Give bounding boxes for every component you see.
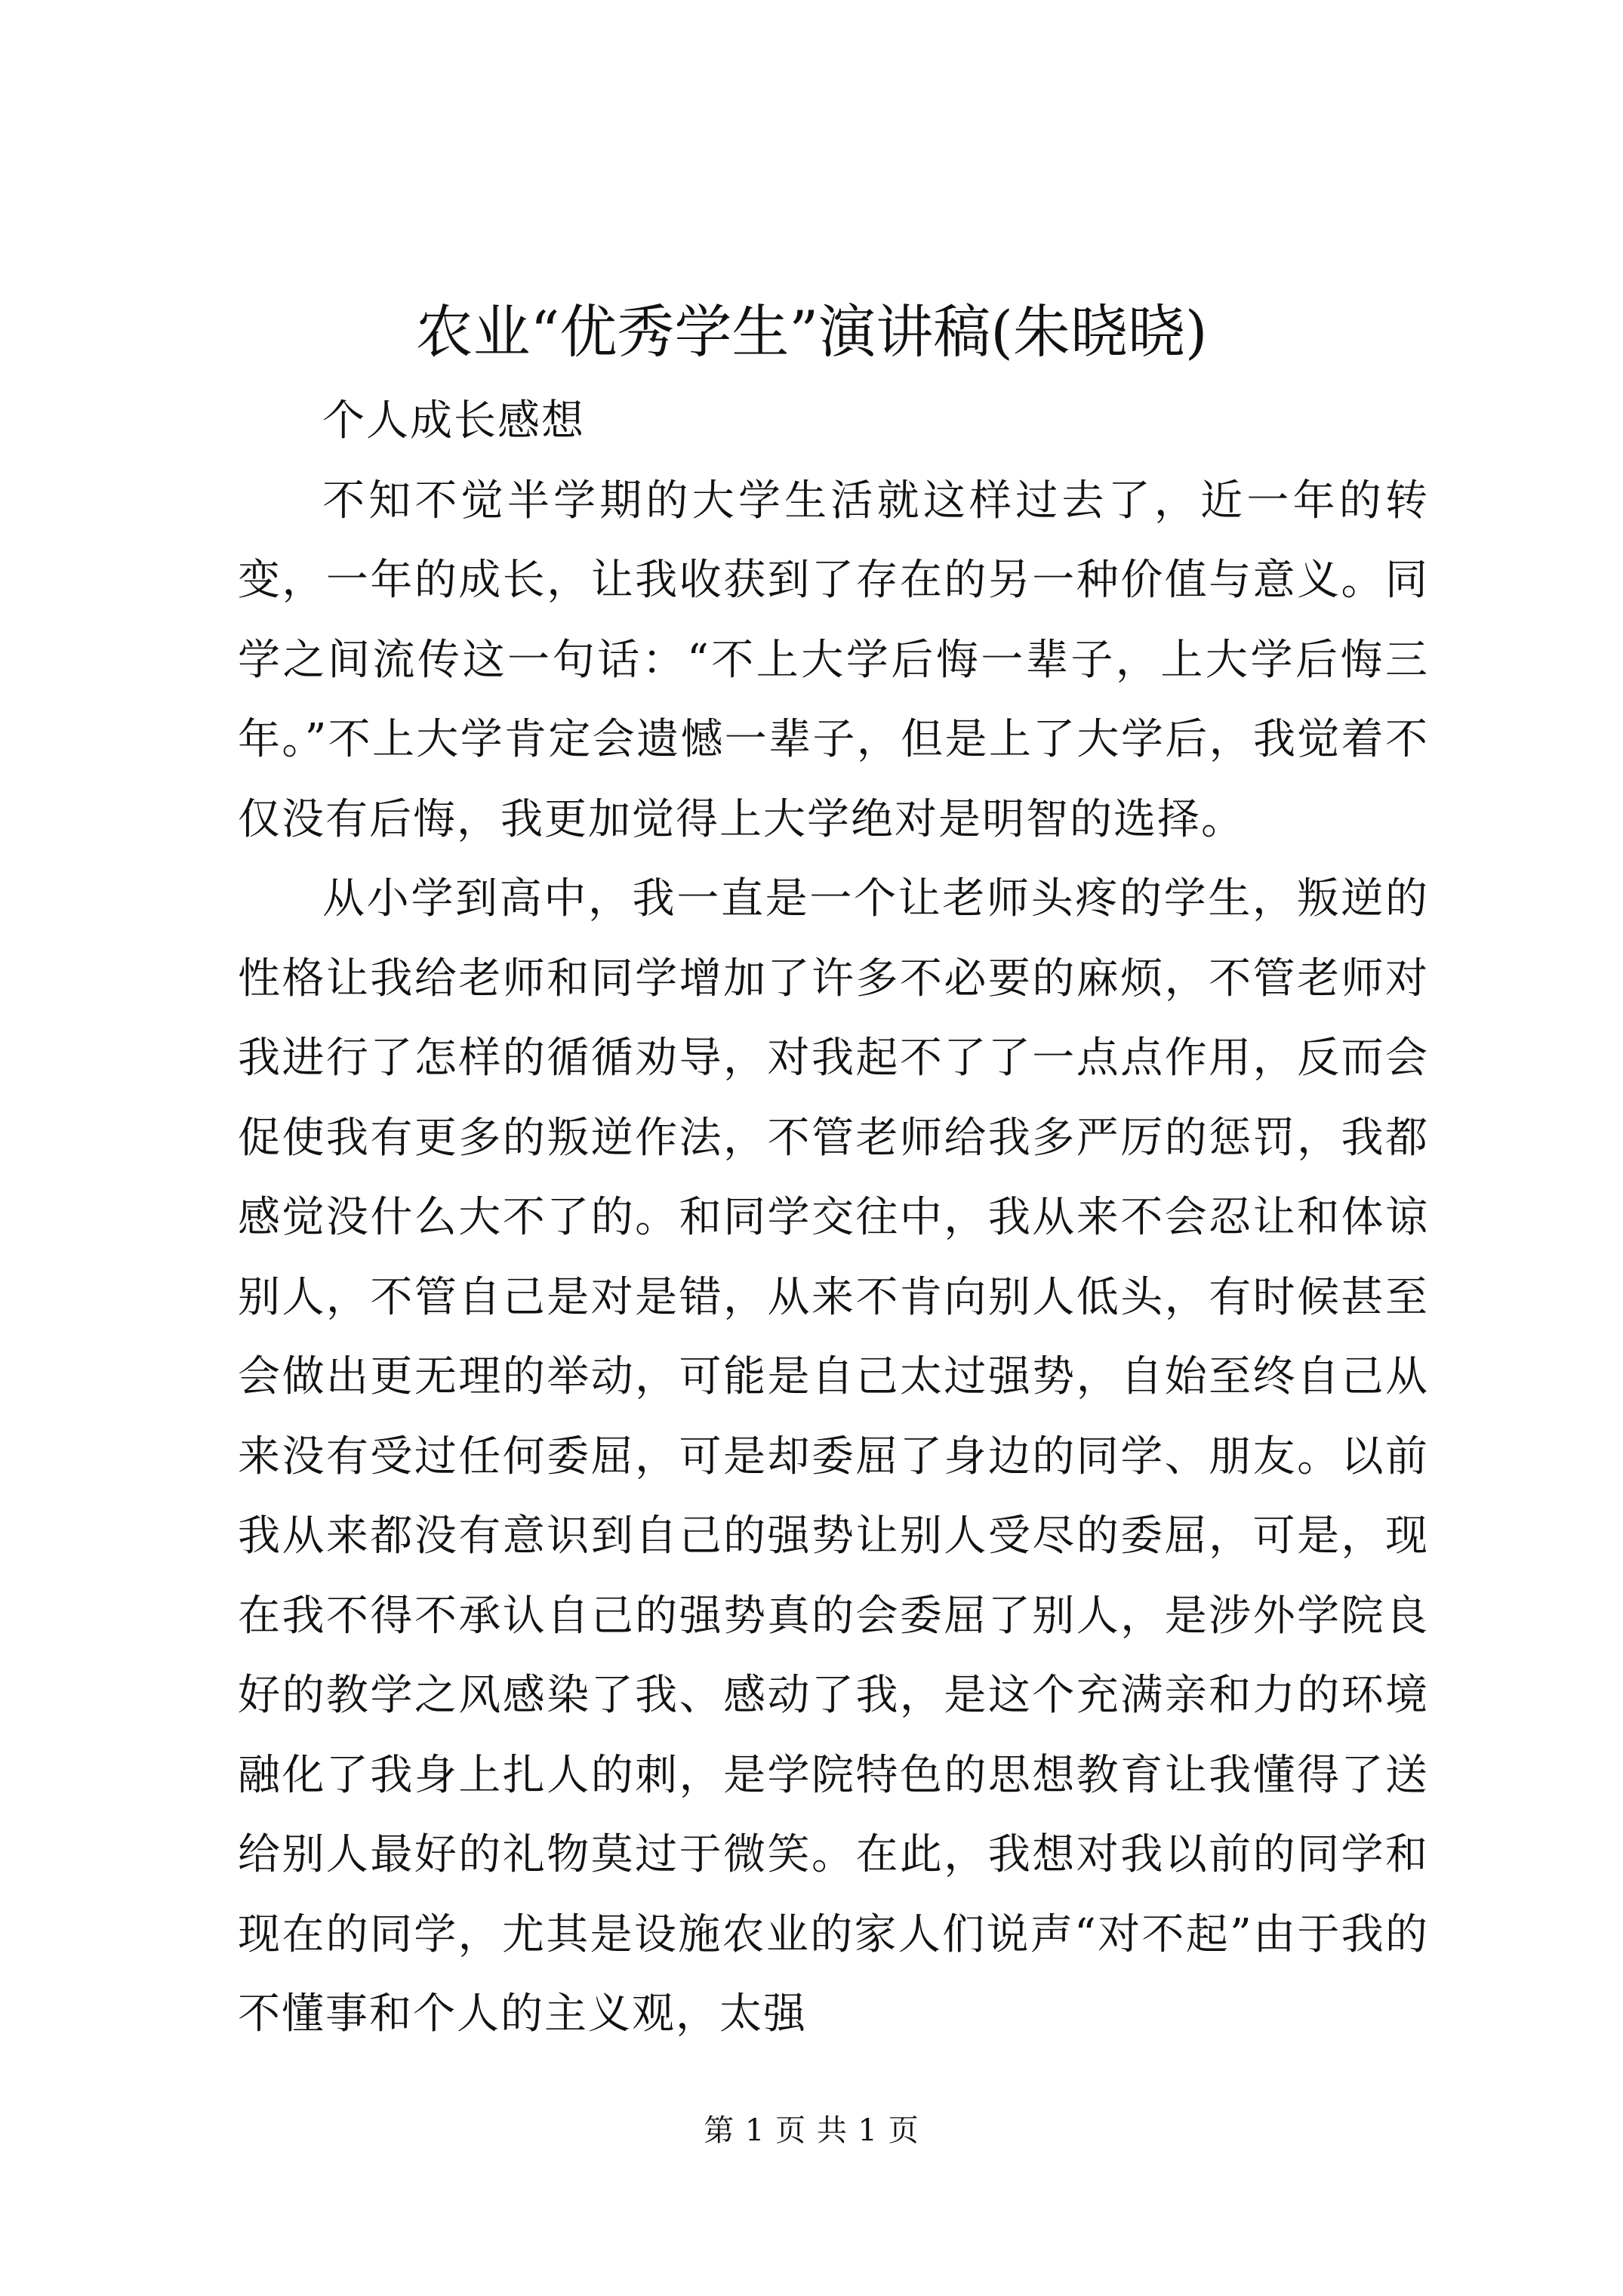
paragraph-1: 不知不觉半学期的大学生活就这样过去了，近一年的转变，一年的成长，让我收获到了存在的另一种价值与意义。同学之间流传这一句话：“不上大学后悔一辈子，上大学后悔三年。”不上大学肯定会遗憾一辈子，但是上了大学后，我觉着不仅没有后悔，我更加觉得上大学绝对是明智的选择。 [238,476,1429,844]
page-footer: 第 1 页 共 1 页 [704,2113,919,2148]
document-title: 农业“优秀学生”演讲稿(朱晓晓) [415,298,1208,365]
section-subheading: 个人成长感想 [322,396,585,445]
document-body [238,381,1429,2054]
paragraph-2: 从小学到高中，我一直是一个让老师头疼的学生，叛逆的性格让我给老师和同学增加了许多不必要的麻烦，不管老师对我进行了怎样的循循劝导，对我起不了了一点点作用，反而会促使我有更多的叛逆作法，不管老师给我多严厉的惩罚，我都感觉没什么大不了的。和同学交往中，我从来不会忍让和体谅别人，不管自己是对是错，从来不肯向别人低头，有时候甚至会做出更无理的举动，可能是自己太过强势，自始至终自己从来没有受过任何委屈，可是却委屈了身边的同学、朋友。以前我从来都没有意识到自己的强势让别人受尽的委屈，可是，现在我不得不承认自己的强势真的会委屈了别人，是涉外学院良好的教学之风感染了我、感动了我，是这个充满亲和力的环境融化了我身上扎人的刺，是学院特色的思想教育让我懂得了送给别人最好的礼物莫过于微笑。在此，我想对我以前的同学和现在的同学，尤其是设施农业的家人们说声“对不起”由于我的不懂事和个人的主义观，太强 [238,874,1429,2039]
